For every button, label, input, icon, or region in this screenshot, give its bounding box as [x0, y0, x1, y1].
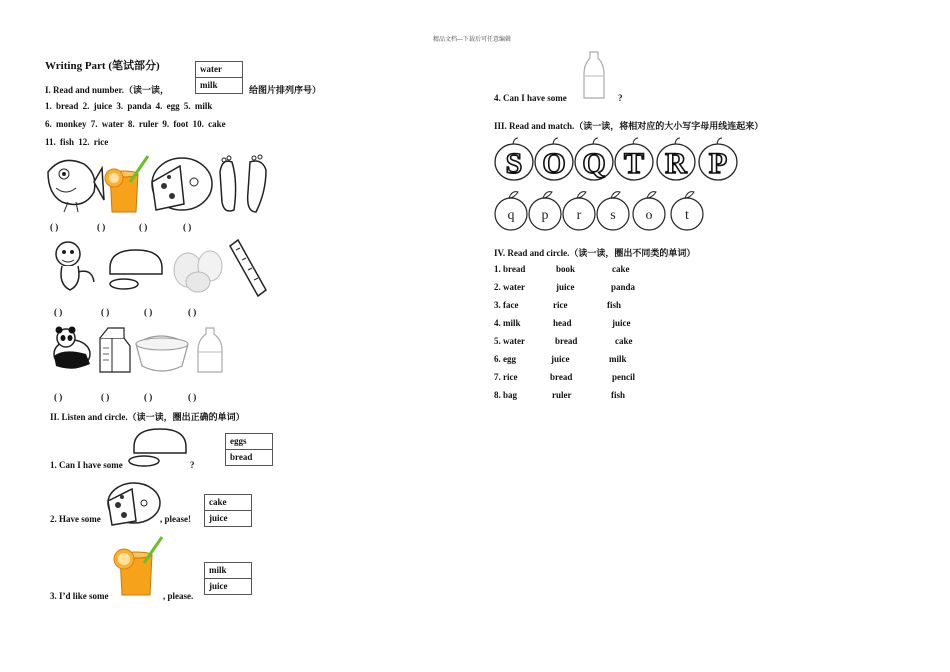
page-header: 精品文档---下载后可任意编辑	[433, 37, 511, 43]
circle-row-3-word-3[interactable]: fish	[607, 300, 622, 310]
question-4-end: ?	[618, 93, 623, 103]
circle-row-1-word-3[interactable]: cake	[612, 264, 630, 274]
circle-row-6-word-1[interactable]: 6. egg	[494, 354, 516, 364]
answer-paren[interactable]: ( )	[139, 222, 148, 232]
lower-letter: o	[645, 208, 653, 223]
answer-paren[interactable]: ( )	[144, 392, 153, 402]
apple-upper-6	[699, 138, 737, 180]
circle-row-2-word-1[interactable]: 2. water	[494, 282, 525, 292]
answer-paren[interactable]: ( )	[188, 307, 197, 317]
option-juice[interactable]: juice	[209, 513, 228, 523]
lower-letter: p	[541, 208, 549, 223]
circle-row-7-word-3[interactable]: pencil	[612, 372, 636, 382]
section2-heading: II. Listen and circle.（读一读，圈出正确的单词）	[50, 412, 245, 422]
legend-box	[195, 61, 243, 94]
question-2-options	[204, 494, 252, 527]
lower-letter: r	[576, 208, 582, 223]
upper-letter: S	[505, 147, 523, 180]
question-4-text: 4. Can I have some	[494, 93, 567, 103]
upper-letter: R	[665, 147, 687, 180]
juice-picture	[105, 156, 148, 212]
question-3-options	[204, 562, 252, 595]
picture-row-3	[50, 324, 240, 376]
circle-row-6-word-3[interactable]: milk	[609, 354, 627, 364]
upper-letter: P	[708, 147, 728, 180]
apple-upper-2	[535, 138, 573, 180]
answer-paren[interactable]: ( )	[101, 392, 110, 402]
section4-heading: IV. Read and circle.（读一读，圈出不同类的单词）	[494, 248, 696, 258]
word-list-row1: 1. bread 2. juice 3. panda 4. egg 5. milk	[45, 101, 213, 111]
circle-row-5-word-1[interactable]: 5. water	[494, 336, 525, 346]
circle-row-3-word-1[interactable]: 3. face	[494, 300, 519, 310]
circle-row-4-word-1[interactable]: 4. milk	[494, 318, 521, 328]
answer-paren[interactable]: ( )	[54, 307, 63, 317]
option-cake[interactable]: cake	[205, 495, 251, 511]
circle-row-8-word-1[interactable]: 8. bag	[494, 390, 518, 400]
lowercase-apples	[494, 190, 710, 234]
bread-picture	[126, 427, 188, 471]
apple-lower-1	[495, 192, 527, 230]
upper-letter: Q	[582, 147, 606, 180]
question-1-end: ?	[190, 460, 195, 470]
circle-row-2-word-2[interactable]: juice	[556, 282, 575, 292]
cake-picture	[152, 158, 212, 210]
answer-paren[interactable]: ( )	[183, 222, 192, 232]
fish-picture	[48, 160, 104, 212]
answer-paren[interactable]: ( )	[54, 392, 63, 402]
circle-row-5-word-2[interactable]: bread	[555, 336, 578, 346]
picture-row-2	[52, 238, 272, 298]
circle-row-4-word-3[interactable]: juice	[612, 318, 631, 328]
circle-row-1-word-2[interactable]: book	[556, 264, 576, 274]
worksheet-title: Writing Part (笔试部分)	[45, 60, 160, 72]
apple-upper-5	[657, 138, 695, 180]
rice-bowl-picture	[136, 336, 188, 371]
apple-lower-3	[563, 192, 595, 230]
upper-letter: O	[542, 147, 566, 180]
apple-lower-4	[597, 192, 629, 230]
apple-lower-6	[671, 192, 703, 230]
word-list-row3: 11. fish 12. rice	[45, 137, 109, 147]
panda-picture	[54, 327, 90, 369]
circle-row-2-word-3[interactable]: panda	[611, 282, 636, 292]
apple-upper-4	[615, 138, 653, 180]
answer-paren[interactable]: ( )	[101, 307, 110, 317]
question-1-options	[225, 433, 273, 466]
cake-picture	[104, 481, 162, 525]
legend-milk: milk	[200, 80, 218, 90]
upper-letter: T	[623, 147, 645, 180]
question-2-text: 2. Have some	[50, 514, 101, 524]
option-eggs[interactable]: eggs	[226, 434, 272, 450]
answer-paren[interactable]: ( )	[50, 222, 59, 232]
lower-letter: t	[685, 208, 689, 223]
circle-row-4-word-2[interactable]: head	[553, 318, 572, 328]
answer-paren[interactable]: ( )	[144, 307, 153, 317]
water-bottle-picture	[198, 328, 222, 372]
lower-letter: q	[507, 208, 515, 223]
circle-row-6-word-2[interactable]: juice	[551, 354, 570, 364]
circle-row-8-word-2[interactable]: ruler	[552, 390, 572, 400]
feet-picture	[220, 155, 266, 212]
apple-lower-2	[529, 192, 561, 230]
question-2-end: , please!	[160, 514, 191, 524]
apple-lower-5	[633, 192, 665, 230]
bread-picture	[110, 250, 162, 289]
lower-letter: s	[610, 208, 616, 223]
section3-heading: III. Read and match.（读一读，将相对应的大小写字母用线连起来）	[494, 121, 764, 131]
question-3-text: 3. I’d like some	[50, 591, 109, 601]
monkey-picture	[56, 242, 94, 290]
apple-upper-3	[575, 138, 613, 180]
option-bread[interactable]: bread	[230, 452, 253, 462]
option-juice[interactable]: juice	[209, 581, 228, 591]
option-milk[interactable]: milk	[205, 563, 251, 579]
circle-row-1-word-1[interactable]: 1. bread	[494, 264, 526, 274]
uppercase-apples	[494, 138, 744, 186]
question-1-text: 1. Can I have some	[50, 460, 123, 470]
eggs-picture	[174, 251, 222, 292]
section1-heading: I. Read and number.（读一读，	[45, 85, 169, 95]
water-bottle-picture	[582, 50, 606, 102]
section1-heading-tail: 给图片排列序号）	[249, 85, 322, 95]
milk-carton-picture	[100, 328, 130, 372]
circle-row-8-word-3[interactable]: fish	[611, 390, 626, 400]
apple-upper-1	[495, 138, 533, 180]
picture-row-1	[44, 152, 274, 218]
answer-paren[interactable]: ( )	[188, 392, 197, 402]
question-3-end: , please.	[163, 591, 194, 601]
circle-row-5-word-3[interactable]: cake	[615, 336, 633, 346]
legend-water: water	[196, 62, 242, 78]
answer-paren[interactable]: ( )	[97, 222, 106, 232]
word-list-row2: 6. monkey 7. water 8. ruler 9. foot 10. cake	[45, 119, 226, 129]
circle-row-7-word-1[interactable]: 7. rice	[494, 372, 518, 382]
circle-row-3-word-2[interactable]: rice	[553, 300, 568, 310]
ruler-picture	[230, 240, 266, 296]
circle-row-7-word-2[interactable]: bread	[550, 372, 573, 382]
juice-picture	[112, 537, 168, 599]
